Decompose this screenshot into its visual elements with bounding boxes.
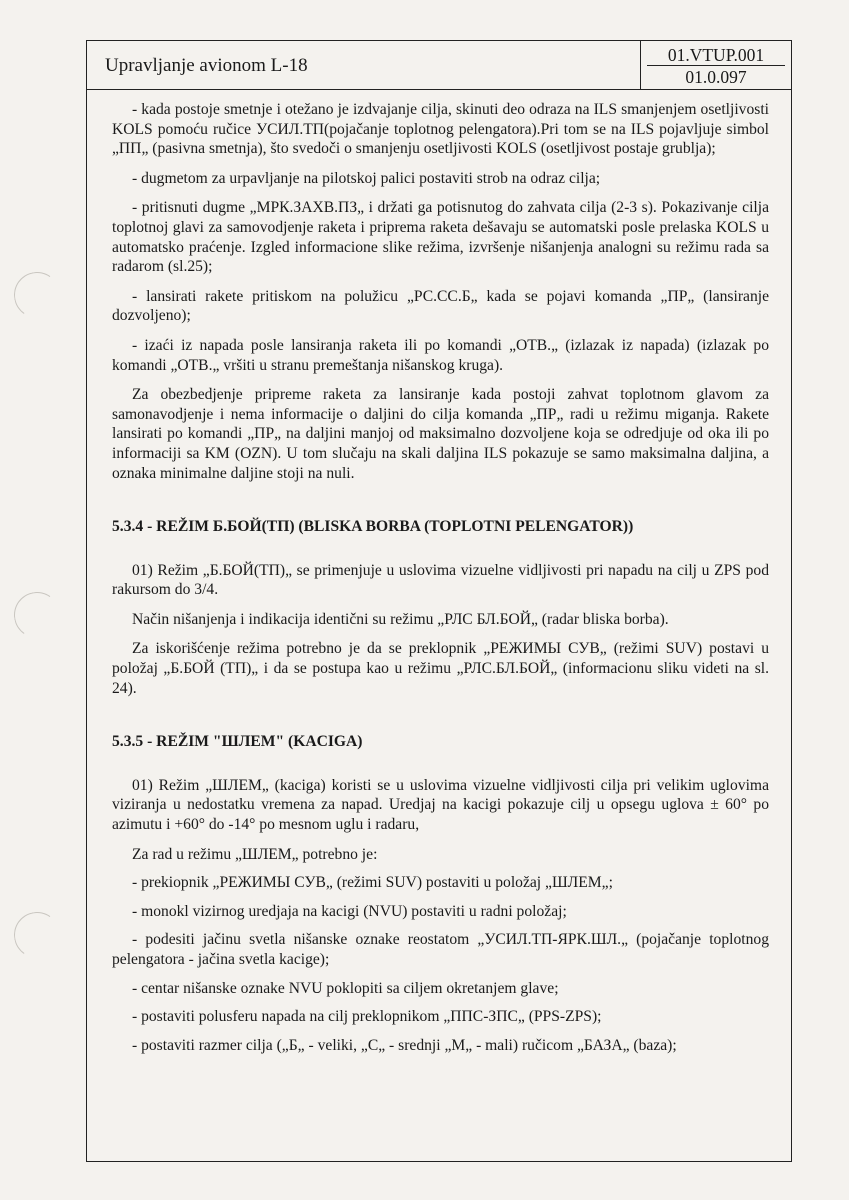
list-item: - prekiopnik „РЕЖИМЫ СУВ„ (režimi SUV) postaviti u položaj „ШЛЕМ„; — [132, 874, 613, 892]
punch-hole — [10, 908, 63, 961]
list-item: - postaviti polusferu napada na cilj preklopnikom „ППС-ЗПС„ (PPS-ZPS); — [132, 1008, 602, 1026]
punch-hole — [10, 588, 63, 641]
paragraph: - dugmetom za urpavljanje na pilotskoj palici postaviti strob na odraz cilja; — [132, 169, 601, 187]
document-code: 01.VTUP.001 — [647, 41, 785, 66]
list-item: - postaviti razmer cilja („Б„ - veliki, „С„ - srednji „М„ - mali) ručicom „БАЗА„ (baza); — [132, 1036, 677, 1054]
page-content — [87, 90, 791, 1055]
paragraph: 01) Režim „ШЛЕМ„ (kaciga) koristi se u uslovima vizuelne vidljivosti cilja pri velikim uglovima viziranja u nedostatku vremena za napad. Uredjaj na kacigi pokazuje cilj u opsegu uglova ± 60° po azimutu i +60° do -14° po mesnom uglu i radaru, — [112, 776, 769, 834]
paragraph: Način nišanjenja i indikacija identični su režimu „РЛС БЛ.БОЙ„ (radar bliska borba). — [132, 610, 669, 628]
paragraph: 01) Režim „Б.БОЙ(ТП)„ se primenjuje u uslovima vizuelne vidljivosti pri napadu na cilj u ZPS pod rakursom do 3/4. — [112, 561, 769, 599]
paragraph: Za rad u režimu „ШЛЕМ„ potrebno je: — [132, 845, 378, 863]
paragraph: - izaći iz napada posle lansiranja raketa ili po komandi „ОТВ.„ (izlazak iz napada) (izlazak po komandi „ОТВ.„ vršiti u stranu premeštanja nišanskog kruga). — [112, 336, 769, 374]
punch-hole — [10, 268, 63, 321]
document-code-box — [640, 41, 791, 89]
document-title: Upravljanje avionom L-18 — [105, 55, 308, 76]
paragraph: Za iskorišćenje režima potrebno je da se preklopnik „РЕЖИМЫ СУВ„ (režimi SUV) postavi u položaj „Б.БОЙ (ТП)„ i da se postupa kao u režimu „РЛС.БЛ.БОЙ„ (informacionu sliku videti na sl. 24). — [112, 640, 769, 697]
paragraph: - kada postoje smetnje i otežano je izdvajanje cilja, skinuti deo odraza na ILS smanjenjem osetljivosti KOLS pomoću ručice УСИЛ.ТП(pojačanje toplotnog pelengatora).Pri tom se na ILS pojavljuje simbol „ПП„ (pasivna smetnja), što svedoči o smanjenju osetljivosti KOLS (osetljivost postaje grublja); — [112, 101, 769, 158]
page-frame — [86, 40, 792, 1162]
page-header — [87, 41, 791, 90]
paragraph: - pritisnuti dugme „МРК.ЗАХВ.ПЗ„ i držati ga potisnutog do zahvata cilja (2-3 s). Pokazivanje cilja toplotnoj glavi za samovodjenje raketa i pripremа raketa dešavaju se automatski posle prelaska KOLS u automatsko praćenje. Izgled informacione slike režima, izvršenje nišanjenja analogni su režimu rada sa radarom (sl.25); — [112, 199, 769, 276]
list-item: - centar nišanske oznake NVU poklopiti sa ciljem okretanjem glave; — [132, 979, 559, 997]
section-heading: 5.3.5 - REŽIM "ШЛЕМ" (KACIGA) — [112, 733, 363, 751]
document-revision: 01.0.097 — [685, 67, 747, 87]
paragraph: - lansirati rakete pritiskom na polužicu „РС.СС.Б„ kada se pojavi komanda „ПР„ (lansiranje dozvoljeno); — [112, 287, 769, 325]
list-item: - podesiti jačinu svetla nišanske oznake reostatom „УСИЛ.ТП-ЯРК.ШЛ.„ (pojačanje toplotnog pelengatora - jačina svetla kacige); — [112, 931, 769, 968]
section-heading: 5.3.4 - REŽIM Б.БОЙ(ТП) (BLISKA BORBA (TOPLOTNI PELENGATOR)) — [112, 518, 634, 536]
paragraph: Za obezbedjenje pripreme raketa za lansiranje kada postoji zahvat toplotnom glavom za samonavodjenje i nema informacije o daljini do cilja komanda „ПР„ radi u režimu miganja. Rakete lansirati po komandi „ПР„ na daljini manjoj od maksimalno dozvoljene koja se odredjuje od oka ili po informaciji sa KM (OZN). U tom slučaju na skali daljina ILS pokazuje se samo maksimalna daljina, a oznaka minimalne daljine stoji na nuli. — [112, 386, 769, 482]
list-item: - monokl vizirnog uredjaja na kacigi (NVU) postaviti u radni položaj; — [132, 902, 567, 920]
